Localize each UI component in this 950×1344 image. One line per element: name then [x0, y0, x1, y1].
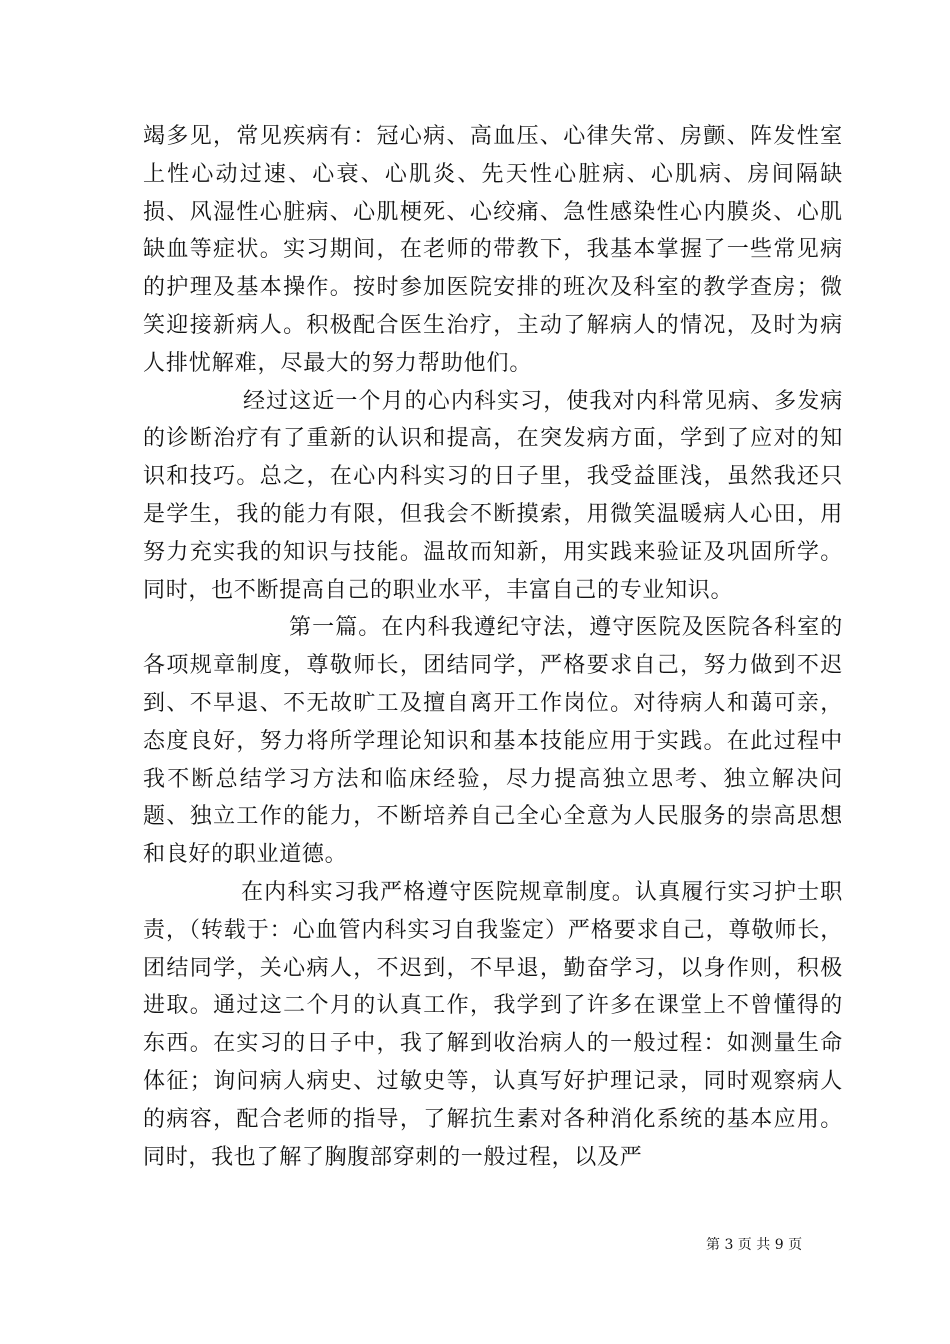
paragraph-1: 竭多见，常见疾病有：冠心病、高血压、心律失常、房颤、阵发性室上性心动过速、心衰、心肌炎、先天性心脏病、心肌病、房间隔缺损、风湿性心脏病、心肌梗死、心绞痛、急性感染性心内膜炎、心肌缺血等症状。实习期间，在老师的带教下，我基本掌握了一些常见病的护理及基本操作。按时参加医院安排的班次及科室的教学查房；微笑迎接新病人。积极配合医生治疗，主动了解病人的情况，及时为病人排忧解难，尽最大的努力帮助他们。	[143, 124, 843, 376]
paragraph-4: 在内科实习我严格遵守医院规章制度。认真履行实习护士职责，（转载于：心血管内科实习自我鉴定）严格要求自己，尊敬师长，团结同学，关心病人，不迟到，不早退，勤奋学习，以身作则，积极进取。通过这二个月的认真工作，我学到了许多在课堂上不曾懂得的东西。在实习的日子中，我了解到收治病人的一般过程：如测量生命体征；询问病人病史、过敏史等，认真写好护理记录，同时观察病人的病容，配合老师的指导，了解抗生素对各种消化系统的基本应用。同时，我也了解了胸腹部穿刺的一般过程，以及严	[143, 879, 843, 1170]
page-number-footer: 第 3 页 共 9 页	[706, 1237, 803, 1253]
paragraph-2: 经过这近一个月的心内科实习，使我对内科常见病、多发病的诊断治疗有了重新的认识和提高，在突发病方面，学到了应对的知识和技巧。总之，在心内科实习的日子里，我受益匪浅，虽然我还只是学生，我的能力有限，但我会不断摸索，用微笑温暖病人心田，用努力充实我的知识与技能。温故而知新，用实践来验证及巩固所学。同时，也不断提高自己的职业水平，丰富自己的专业知识。	[143, 388, 843, 603]
document-body	[143, 118, 843, 1176]
paragraph-3: 第一篇。在内科我遵纪守法，遵守医院及医院各科室的各项规章制度，尊敬师长，团结同学，严格要求自己，努力做到不迟到、不早退、不无故旷工及擅自离开工作岗位。对待病人和蔼可亲，态度良好，努力将所学理论知识和基本技能应用于实践。在此过程中我不断总结学习方法和临床经验，尽力提高独立思考、独立解决问题、独立工作的能力，不断培养自己全心全意为人民服务的崇高思想和良好的职业道德。	[143, 615, 843, 868]
